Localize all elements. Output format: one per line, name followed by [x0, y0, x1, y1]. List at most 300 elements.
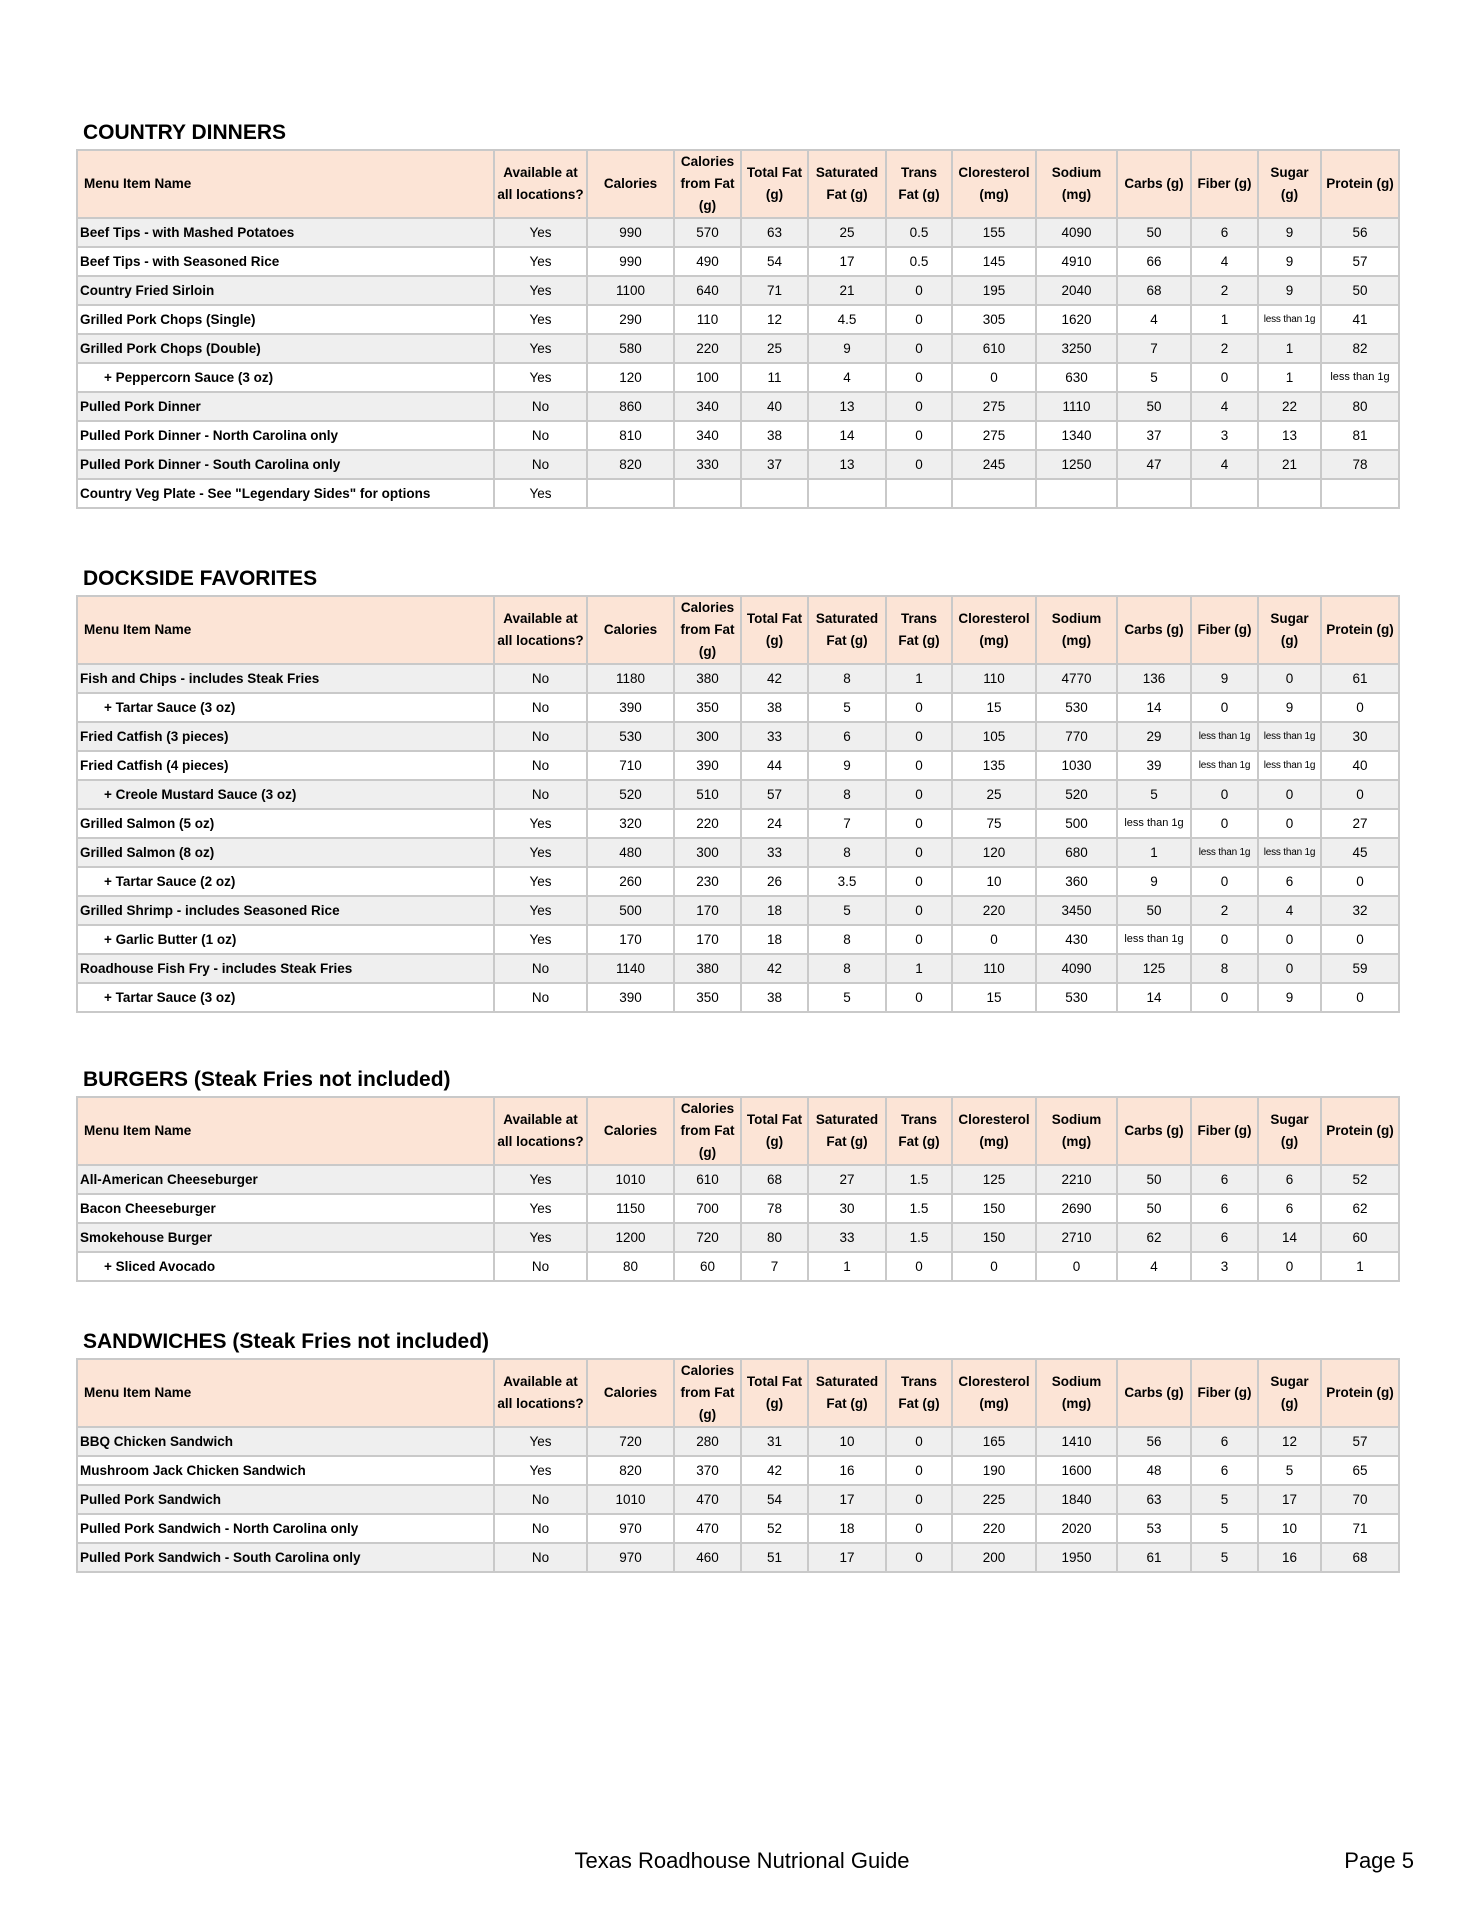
footer-title: Texas Roadhouse Nutrional Guide	[574, 1848, 910, 1873]
nutrition-cell: 70	[1321, 1485, 1399, 1514]
nutrition-cell	[1258, 479, 1321, 508]
nutrition-cell: 38	[741, 421, 808, 450]
column-header: Trans Fat (g)	[886, 1359, 952, 1427]
nutrition-cell: less than 1g	[1258, 751, 1321, 780]
nutrition-cell: 380	[674, 954, 741, 983]
nutrition-cell: 1	[886, 664, 952, 693]
nutrition-cell: 31	[741, 1427, 808, 1456]
nutrition-cell: 16	[808, 1456, 886, 1485]
nutrition-cell: 245	[952, 450, 1036, 479]
nutrition-cell: 33	[741, 722, 808, 751]
nutrition-cell: Yes	[494, 1194, 587, 1223]
nutrition-cell: 6	[808, 722, 886, 751]
header-row	[77, 150, 1399, 218]
nutrition-cell	[1321, 479, 1399, 508]
nutrition-cell: Yes	[494, 838, 587, 867]
nutrition-cell: 135	[952, 751, 1036, 780]
table-row	[77, 809, 1399, 838]
nutrition-cell: No	[494, 1485, 587, 1514]
nutrition-cell: No	[494, 954, 587, 983]
nutrition-cell: 225	[952, 1485, 1036, 1514]
nutrition-cell: 7	[808, 809, 886, 838]
nutrition-cell	[952, 479, 1036, 508]
nutrition-cell: 0	[886, 809, 952, 838]
nutrition-cell: 80	[587, 1252, 674, 1281]
nutrition-cell: 0	[1191, 925, 1258, 954]
menu-item-name: Grilled Pork Chops (Double)	[77, 334, 494, 363]
nutrition-cell: 2040	[1036, 276, 1117, 305]
column-header: Calories	[587, 1097, 674, 1165]
menu-item-name: All-American Cheeseburger	[77, 1165, 494, 1194]
nutrition-cell: 50	[1117, 896, 1191, 925]
nutrition-cell: 1110	[1036, 392, 1117, 421]
nutrition-cell: 0	[886, 1514, 952, 1543]
table-row	[77, 305, 1399, 334]
column-header: Sugar (g)	[1258, 1097, 1321, 1165]
nutrition-cell: 50	[1117, 1194, 1191, 1223]
column-header: Available at all locations?	[494, 150, 587, 218]
nutrition-cell: 1	[1321, 1252, 1399, 1281]
column-header: Calories	[587, 1359, 674, 1427]
menu-item-name: Fish and Chips - includes Steak Fries	[77, 664, 494, 693]
nutrition-cell: 52	[1321, 1165, 1399, 1194]
nutrition-cell: 170	[674, 896, 741, 925]
nutrition-cell: 0	[886, 722, 952, 751]
table-row	[77, 925, 1399, 954]
nutrition-cell: 17	[808, 247, 886, 276]
nutrition-cell: 0	[886, 780, 952, 809]
nutrition-cell: 3	[1191, 421, 1258, 450]
nutrition-cell: 4	[1117, 305, 1191, 334]
column-header: Carbs (g)	[1117, 1359, 1191, 1427]
nutrition-cell: 50	[1321, 276, 1399, 305]
column-header: Total Fat (g)	[741, 1097, 808, 1165]
nutrition-cell: 42	[741, 664, 808, 693]
column-header: Saturated Fat (g)	[808, 596, 886, 664]
nutrition-cell: 4	[1191, 450, 1258, 479]
menu-item-name: Mushroom Jack Chicken Sandwich	[77, 1456, 494, 1485]
nutrition-cell: 10	[952, 867, 1036, 896]
nutrition-cell: 9	[808, 334, 886, 363]
nutrition-cell: 11	[741, 363, 808, 392]
nutrition-cell: 8	[808, 954, 886, 983]
nutrition-cell: 155	[952, 218, 1036, 247]
nutrition-cell: 40	[741, 392, 808, 421]
nutrition-cell: 5	[808, 693, 886, 722]
nutrition-cell: 71	[741, 276, 808, 305]
nutrition-cell: 430	[1036, 925, 1117, 954]
nutrition-cell: 0	[1191, 693, 1258, 722]
nutrition-cell: 1	[1117, 838, 1191, 867]
nutrition-cell: 150	[952, 1223, 1036, 1252]
header-row	[77, 1359, 1399, 1427]
nutrition-cell: 1950	[1036, 1543, 1117, 1572]
table-row	[77, 450, 1399, 479]
nutrition-cell: 8	[808, 780, 886, 809]
nutrition-cell: 1410	[1036, 1427, 1117, 1456]
nutrition-cell: 3	[1191, 1252, 1258, 1281]
nutrition-cell: 0	[886, 838, 952, 867]
nutrition-cell: 330	[674, 450, 741, 479]
nutrition-cell: 8	[808, 664, 886, 693]
menu-item-name: Pulled Pork Sandwich - South Carolina only	[77, 1543, 494, 1572]
nutrition-cell: 27	[808, 1165, 886, 1194]
nutrition-cell: 50	[1117, 218, 1191, 247]
nutrition-cell: 305	[952, 305, 1036, 334]
nutrition-cell: 0	[886, 305, 952, 334]
nutrition-cell: Yes	[494, 1223, 587, 1252]
menu-item-name: Roadhouse Fish Fry - includes Steak Fries	[77, 954, 494, 983]
nutrition-cell: 9	[1117, 867, 1191, 896]
column-header: Menu Item Name	[77, 1359, 494, 1427]
nutrition-cell: 24	[741, 809, 808, 838]
nutrition-cell: 6	[1191, 1194, 1258, 1223]
nutrition-cell	[886, 479, 952, 508]
nutrition-cell: 110	[674, 305, 741, 334]
nutrition-cell: 60	[1321, 1223, 1399, 1252]
nutrition-cell: No	[494, 780, 587, 809]
page-footer	[0, 1848, 1484, 1878]
column-header: Total Fat (g)	[741, 150, 808, 218]
nutrition-cell: 125	[952, 1165, 1036, 1194]
nutrition-cell: 0	[886, 1252, 952, 1281]
nutrition-cell: 770	[1036, 722, 1117, 751]
nutrition-cell: Yes	[494, 334, 587, 363]
nutrition-cell: 8	[808, 925, 886, 954]
nutrition-cell	[741, 479, 808, 508]
nutrition-cell: 8	[1191, 954, 1258, 983]
nutrition-cell: 145	[952, 247, 1036, 276]
nutrition-cell: Yes	[494, 276, 587, 305]
table-row	[77, 780, 1399, 809]
menu-item-name: Grilled Shrimp - includes Seasoned Rice	[77, 896, 494, 925]
nutrition-cell: 470	[674, 1514, 741, 1543]
table-row	[77, 218, 1399, 247]
nutrition-cell: 6	[1258, 1194, 1321, 1223]
nutrition-cell: 21	[808, 276, 886, 305]
nutrition-cell	[1036, 479, 1117, 508]
column-header: Cloresterol (mg)	[952, 596, 1036, 664]
column-header: Trans Fat (g)	[886, 1097, 952, 1165]
menu-item-name: + Tartar Sauce (3 oz)	[77, 693, 494, 722]
nutrition-cell: 0	[886, 1427, 952, 1456]
nutrition-cell: 1.5	[886, 1194, 952, 1223]
nutrition-cell: 37	[741, 450, 808, 479]
nutrition-cell: 38	[741, 983, 808, 1012]
nutrition-cell: 44	[741, 751, 808, 780]
menu-item-name: + Peppercorn Sauce (3 oz)	[77, 363, 494, 392]
nutrition-cell: 14	[1117, 983, 1191, 1012]
nutrition-cell: less than 1g	[1117, 925, 1191, 954]
nutrition-cell: 56	[1321, 218, 1399, 247]
nutrition-cell: 0	[1191, 780, 1258, 809]
menu-item-name: Pulled Pork Sandwich - North Carolina only	[77, 1514, 494, 1543]
column-header: Cloresterol (mg)	[952, 150, 1036, 218]
nutrition-cell: 1200	[587, 1223, 674, 1252]
column-header: Menu Item Name	[77, 1097, 494, 1165]
column-header: Fiber (g)	[1191, 1359, 1258, 1427]
column-header: Total Fat (g)	[741, 596, 808, 664]
nutrition-cell: 54	[741, 247, 808, 276]
nutrition-cell: 78	[741, 1194, 808, 1223]
table-row	[77, 1543, 1399, 1572]
nutrition-cell: 820	[587, 1456, 674, 1485]
nutrition-cell: 280	[674, 1427, 741, 1456]
nutrition-cell: 0	[1258, 925, 1321, 954]
nutrition-cell: 47	[1117, 450, 1191, 479]
nutrition-cell: less than 1g	[1258, 305, 1321, 334]
column-header: Fiber (g)	[1191, 1097, 1258, 1165]
nutrition-cell: 150	[952, 1194, 1036, 1223]
nutrition-cell: 0	[886, 392, 952, 421]
section-title: BURGERS (Steak Fries not included)	[83, 1068, 451, 1091]
menu-item-name: + Garlic Butter (1 oz)	[77, 925, 494, 954]
nutrition-cell: 5	[1258, 1456, 1321, 1485]
nutrition-cell: 195	[952, 276, 1036, 305]
nutrition-cell: 0	[1321, 780, 1399, 809]
nutrition-cell: 66	[1117, 247, 1191, 276]
nutrition-cell: 275	[952, 392, 1036, 421]
column-header: Sodium (mg)	[1036, 1359, 1117, 1427]
nutrition-cell: 17	[808, 1485, 886, 1514]
menu-item-name: + Tartar Sauce (2 oz)	[77, 867, 494, 896]
nutrition-cell: 4	[808, 363, 886, 392]
nutrition-cell: 13	[808, 450, 886, 479]
nutrition-cell: 9	[1258, 276, 1321, 305]
nutrition-cell: 6	[1191, 1223, 1258, 1252]
nutrition-cell: 71	[1321, 1514, 1399, 1543]
table-row	[77, 1194, 1399, 1223]
nutrition-cell	[674, 479, 741, 508]
menu-item-name: Country Fried Sirloin	[77, 276, 494, 305]
nutrition-cell: 570	[674, 218, 741, 247]
nutrition-cell: less than 1g	[1191, 751, 1258, 780]
section-title: DOCKSIDE FAVORITES	[83, 567, 318, 590]
nutrition-cell: 0	[1191, 809, 1258, 838]
nutrition-cell: 50	[1117, 1165, 1191, 1194]
menu-item-name: Bacon Cheeseburger	[77, 1194, 494, 1223]
nutrition-cell: 470	[674, 1485, 741, 1514]
nutrition-cell: 990	[587, 247, 674, 276]
nutrition-cell: 105	[952, 722, 1036, 751]
nutrition-cell: 630	[1036, 363, 1117, 392]
nutrition-cell: 2	[1191, 896, 1258, 925]
nutrition-cell: 12	[741, 305, 808, 334]
nutrition-cell: 500	[1036, 809, 1117, 838]
nutrition-cell: 60	[674, 1252, 741, 1281]
nutrition-cell: 230	[674, 867, 741, 896]
nutrition-cell: 27	[1321, 809, 1399, 838]
nutrition-cell: 5	[808, 896, 886, 925]
nutrition-cell: 2710	[1036, 1223, 1117, 1252]
nutrition-cell: 0	[952, 363, 1036, 392]
nutrition-cell: 0.5	[886, 218, 952, 247]
nutrition-cell: 580	[587, 334, 674, 363]
column-header: Carbs (g)	[1117, 1097, 1191, 1165]
nutrition-cell: 8	[808, 838, 886, 867]
nutrition-cell: 610	[952, 334, 1036, 363]
nutrition-cell: Yes	[494, 305, 587, 334]
nutrition-cell: 63	[741, 218, 808, 247]
nutrition-cell: 170	[587, 925, 674, 954]
nutrition-cell: 1840	[1036, 1485, 1117, 1514]
menu-item-name: Pulled Pork Dinner - South Carolina only	[77, 450, 494, 479]
menu-item-name: Beef Tips - with Seasoned Rice	[77, 247, 494, 276]
nutrition-cell: 41	[1321, 305, 1399, 334]
nutrition-cell: 78	[1321, 450, 1399, 479]
nutrition-cell: Yes	[494, 809, 587, 838]
table-row	[77, 1252, 1399, 1281]
column-header: Calories from Fat (g)	[674, 1097, 741, 1165]
nutrition-cell: Yes	[494, 1456, 587, 1485]
nutrition-cell: 0	[1191, 983, 1258, 1012]
nutrition-cell: 860	[587, 392, 674, 421]
column-header: Available at all locations?	[494, 1097, 587, 1165]
nutrition-cell: 48	[1117, 1456, 1191, 1485]
nutrition-cell: 5	[1117, 780, 1191, 809]
column-header: Trans Fat (g)	[886, 596, 952, 664]
header-row	[77, 596, 1399, 664]
nutrition-cell: 530	[587, 722, 674, 751]
column-header: Cloresterol (mg)	[952, 1359, 1036, 1427]
table-row	[77, 1165, 1399, 1194]
nutrition-cell: 0	[886, 334, 952, 363]
nutrition-cell: 18	[808, 1514, 886, 1543]
nutrition-cell: 6	[1191, 1427, 1258, 1456]
nutrition-cell: 68	[1321, 1543, 1399, 1572]
nutrition-cell: 6	[1258, 1165, 1321, 1194]
nutrition-cell: 990	[587, 218, 674, 247]
nutrition-cell: 57	[1321, 1427, 1399, 1456]
nutrition-cell: 120	[952, 838, 1036, 867]
menu-item-name: Pulled Pork Dinner	[77, 392, 494, 421]
column-header: Calories from Fat (g)	[674, 596, 741, 664]
nutrition-cell: 32	[1321, 896, 1399, 925]
nutrition-cell: 4	[1191, 392, 1258, 421]
nutrition-cell: 65	[1321, 1456, 1399, 1485]
nutrition-cell: 37	[1117, 421, 1191, 450]
nutrition-cell: 390	[587, 983, 674, 1012]
nutrition-cell: Yes	[494, 247, 587, 276]
nutrition-cell: 0	[886, 751, 952, 780]
table-row	[77, 954, 1399, 983]
nutrition-cell: 0	[886, 450, 952, 479]
nutrition-cell: 0	[1321, 867, 1399, 896]
nutrition-cell: 275	[952, 421, 1036, 450]
nutrition-cell: 350	[674, 693, 741, 722]
column-header: Carbs (g)	[1117, 596, 1191, 664]
nutrition-cell: 0	[1036, 1252, 1117, 1281]
nutrition-cell: 39	[1117, 751, 1191, 780]
nutrition-cell: less than 1g	[1258, 838, 1321, 867]
table-row	[77, 1485, 1399, 1514]
nutrition-table	[76, 595, 1400, 1013]
nutrition-cell: 720	[674, 1223, 741, 1252]
nutrition-cell: 220	[952, 896, 1036, 925]
nutrition-cell: 9	[808, 751, 886, 780]
nutrition-cell: 13	[1258, 421, 1321, 450]
nutrition-cell: 56	[1117, 1427, 1191, 1456]
nutrition-cell: less than 1g	[1191, 838, 1258, 867]
table-row	[77, 751, 1399, 780]
column-header: Protein (g)	[1321, 596, 1399, 664]
nutrition-cell: 2690	[1036, 1194, 1117, 1223]
nutrition-cell: 30	[1321, 722, 1399, 751]
nutrition-cell: 52	[741, 1514, 808, 1543]
nutrition-cell: 0	[886, 276, 952, 305]
nutrition-cell: 22	[1258, 392, 1321, 421]
column-header: Available at all locations?	[494, 596, 587, 664]
nutrition-cell: 75	[952, 809, 1036, 838]
table-row	[77, 1514, 1399, 1543]
nutrition-cell: 1340	[1036, 421, 1117, 450]
header-row	[77, 1097, 1399, 1165]
nutrition-cell: 1600	[1036, 1456, 1117, 1485]
table-row	[77, 896, 1399, 925]
nutrition-cell: 370	[674, 1456, 741, 1485]
section-dockside-favorites	[76, 563, 1398, 1013]
nutrition-cell: No	[494, 1252, 587, 1281]
nutrition-cell: 17	[808, 1543, 886, 1572]
table-row	[77, 664, 1399, 693]
nutrition-cell: 14	[1258, 1223, 1321, 1252]
menu-item-name: Grilled Salmon (5 oz)	[77, 809, 494, 838]
nutrition-cell: 6	[1258, 867, 1321, 896]
nutrition-cell: 63	[1117, 1485, 1191, 1514]
nutrition-cell: 10	[1258, 1514, 1321, 1543]
nutrition-cell: 0	[1321, 983, 1399, 1012]
nutrition-cell: Yes	[494, 1165, 587, 1194]
nutrition-cell: 136	[1117, 664, 1191, 693]
nutrition-cell: 33	[741, 838, 808, 867]
column-header: Protein (g)	[1321, 150, 1399, 218]
nutrition-cell: 6	[1191, 218, 1258, 247]
column-header: Menu Item Name	[77, 596, 494, 664]
nutrition-cell: 50	[1117, 392, 1191, 421]
nutrition-cell: 57	[1321, 247, 1399, 276]
section-title: COUNTRY DINNERS	[83, 121, 287, 144]
nutrition-cell: 7	[741, 1252, 808, 1281]
nutrition-cell: No	[494, 450, 587, 479]
nutrition-cell: 1010	[587, 1165, 674, 1194]
column-header: Saturated Fat (g)	[808, 1359, 886, 1427]
nutrition-cell: 0	[886, 925, 952, 954]
nutrition-table	[76, 1096, 1400, 1282]
nutrition-cell: 0	[1191, 867, 1258, 896]
nutrition-cell: 110	[952, 664, 1036, 693]
nutrition-cell: 5	[1191, 1485, 1258, 1514]
column-header: Available at all locations?	[494, 1359, 587, 1427]
menu-item-name: Grilled Pork Chops (Single)	[77, 305, 494, 334]
nutrition-cell: 9	[1258, 218, 1321, 247]
nutrition-cell: 0	[886, 363, 952, 392]
nutrition-cell: 1180	[587, 664, 674, 693]
nutrition-cell: 0	[886, 1543, 952, 1572]
nutrition-cell: 300	[674, 838, 741, 867]
nutrition-cell	[587, 479, 674, 508]
nutrition-cell: 680	[1036, 838, 1117, 867]
nutrition-cell: 4910	[1036, 247, 1117, 276]
table-row	[77, 1427, 1399, 1456]
nutrition-cell: 33	[808, 1223, 886, 1252]
nutrition-cell: 0	[1321, 693, 1399, 722]
nutrition-cell: 480	[587, 838, 674, 867]
nutrition-cell: 12	[1258, 1427, 1321, 1456]
nutrition-cell: 9	[1258, 693, 1321, 722]
nutrition-cell: 3.5	[808, 867, 886, 896]
nutrition-cell: 520	[587, 780, 674, 809]
nutrition-cell: 3250	[1036, 334, 1117, 363]
